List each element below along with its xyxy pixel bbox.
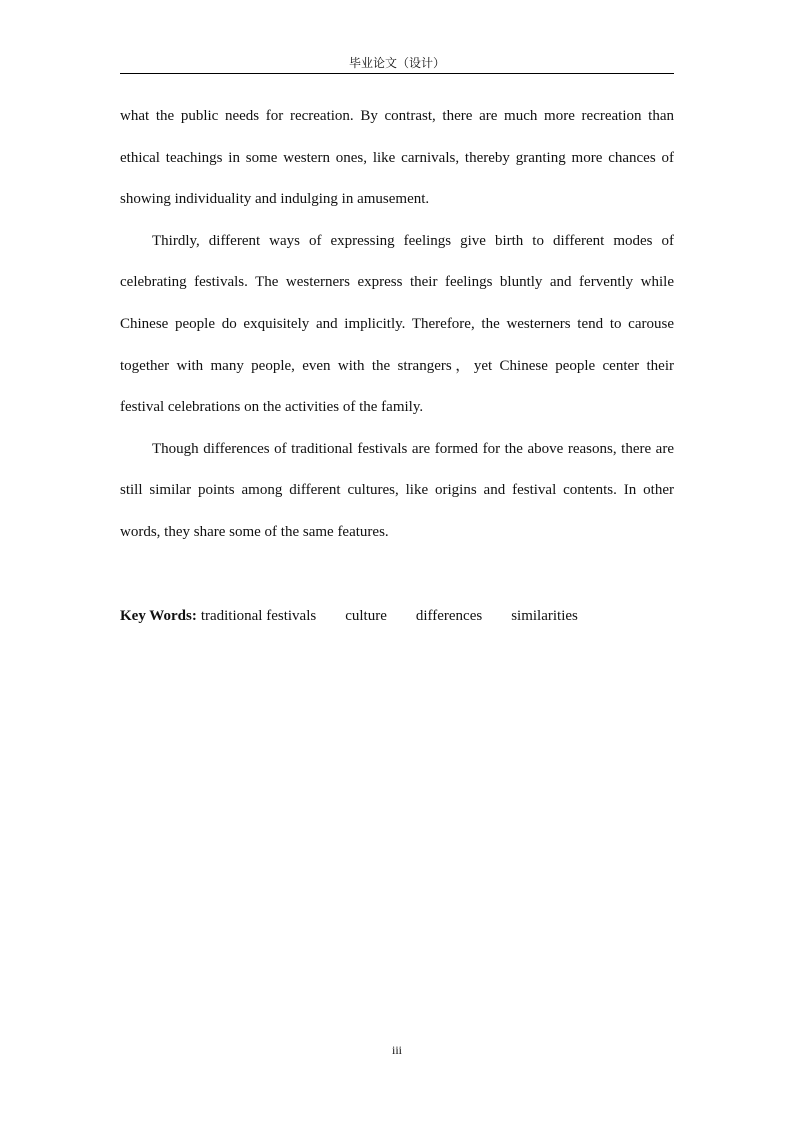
paragraph-similarities: Though differences of traditional festivals are formed for the above reasons, there are still similar points among different cultures, like origins and festival contents. In other words, they share some of the same features. [120,440,674,540]
abstract-body [120,96,674,554]
keywords-label: Key Words: [120,608,197,624]
keyword-term: similarities [511,608,578,624]
keyword-term: traditional festivals [200,608,317,624]
paragraph-thirdly: Thirdly, different ways of expressing feelings give birth to different modes of celebrating festivals. The westerners express their feelings bluntly and fervently while Chinese people do exquisitely and implicitly. Therefore, the westerners tend to carouse together with many people, even with the strangers，yet Chinese people center their festival celebrations on the activities of the family. [120,232,674,416]
keyword-term: culture [345,608,387,624]
header-rule [120,73,674,74]
keywords-line [120,606,674,626]
paragraph-continuation: what the public needs for recreation. By contrast, there are much more recreation than ethical teachings in some western ones, like carnivals, thereby granting more chances of showing individuality and indulging in amusement. [120,108,674,208]
keyword-term: differences [415,608,483,624]
page-number: iii [391,1043,402,1057]
running-header: 毕业论文（设计） [348,56,445,70]
